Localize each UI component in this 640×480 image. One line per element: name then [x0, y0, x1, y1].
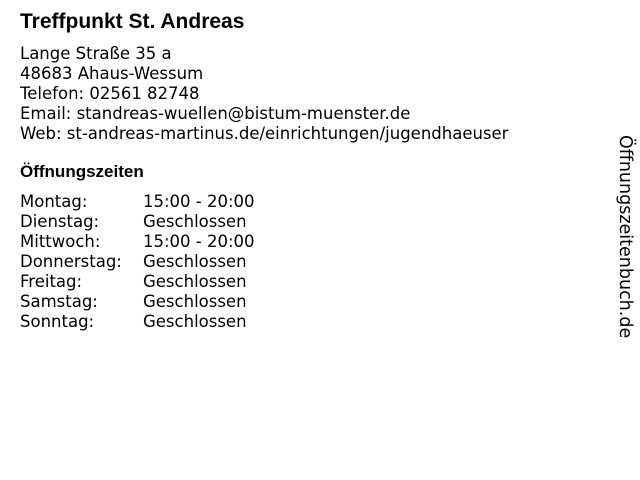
- hours-row-sunday: [20, 312, 610, 332]
- postal-city: 48683 Ahaus-Wessum: [20, 64, 204, 83]
- day-label: Freitag:: [20, 272, 83, 291]
- hours-value: Geschlossen: [143, 272, 247, 291]
- day-label: Sonntag:: [20, 312, 95, 331]
- email-line: Email: standreas-wuellen@bistum-muenster.de: [20, 104, 411, 123]
- contact-block: [20, 44, 610, 144]
- day-label: Dienstag:: [20, 212, 100, 231]
- day-label: Montag:: [20, 192, 88, 211]
- day-label: Donnerstag:: [20, 252, 122, 271]
- hours-value: Geschlossen: [143, 292, 247, 311]
- hours-row-friday: [20, 272, 610, 292]
- phone-line: Telefon: 02561 82748: [20, 84, 200, 103]
- hours-row-thursday: [20, 252, 610, 272]
- site-brand-watermark: Öffnungszeitenbuch.de: [615, 135, 635, 339]
- business-name: Treffpunkt St. Andreas: [20, 10, 245, 33]
- hours-value: 15:00 - 20:00: [143, 232, 255, 251]
- street-address: Lange Straße 35 a: [20, 44, 172, 63]
- opening-hours-heading: Öffnungszeiten: [20, 162, 144, 181]
- hours-value: Geschlossen: [143, 212, 247, 231]
- hours-value: 15:00 - 20:00: [143, 192, 255, 211]
- hours-value: Geschlossen: [143, 252, 247, 271]
- hours-row-wednesday: [20, 232, 610, 252]
- hours-row-monday: [20, 192, 610, 212]
- hours-row-tuesday: [20, 212, 610, 232]
- business-card: [20, 10, 610, 332]
- hours-value: Geschlossen: [143, 312, 247, 331]
- day-label: Samstag:: [20, 292, 98, 311]
- day-label: Mittwoch:: [20, 232, 101, 251]
- opening-hours-table: [20, 192, 610, 332]
- website-line: Web: st-andreas-martinus.de/einrichtungen/jugendhaeuser: [20, 124, 509, 143]
- hours-row-saturday: [20, 292, 610, 312]
